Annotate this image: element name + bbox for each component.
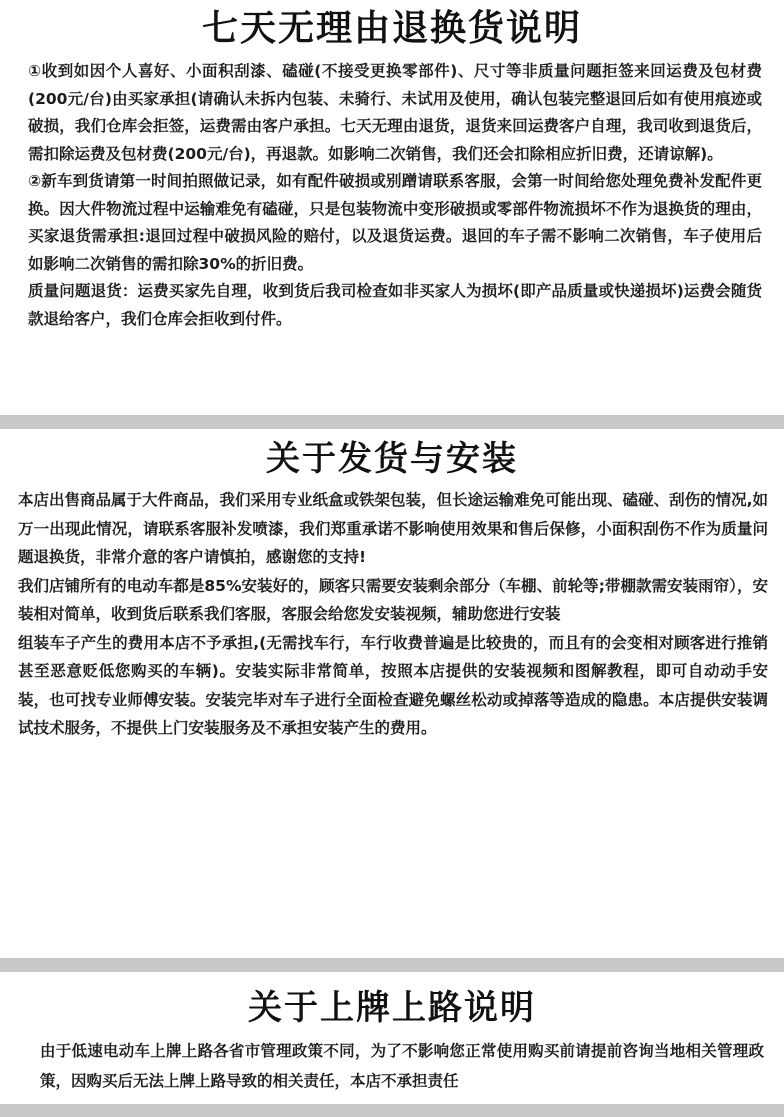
return-policy-body — [0, 54, 784, 333]
shipping-install-paragraph-1: 本店出售商品属于大件商品，我们采用专业纸盒或铁架包装，但长途运输难免可能出现、磕碰、刮伤的情况,如万一出现此情况，请联系客服补发喷漆，我们郑重承诺不影响使用效果和售后保修，小面积刮伤不作为质量问题退换货，非常介意的客户请慎拍，感谢您的支持! — [18, 491, 768, 566]
license-road-section — [0, 982, 784, 1096]
shipping-install-section — [0, 434, 784, 743]
shipping-install-paragraph-2: 我们店铺所有的电动车都是85%安装好的，顾客只需要安装剩余部分（车棚、前轮等;带棚款需安装雨帘），安装相对简单，收到货后联系我们客服，客服会给您发安装视频，辅助您进行安装 — [18, 576, 768, 623]
license-road-paragraph-1: 由于低速电动车上牌上路各省市管理政策不同，为了不影响您正常使用购买前请提前咨询当地相关管理政策，因购买后无法上牌上路导致的相关责任，本店不承担责任 — [40, 1042, 764, 1090]
section-divider — [0, 415, 784, 429]
shipping-install-body — [0, 484, 784, 743]
section-divider — [0, 1104, 784, 1117]
return-policy-paragraph-3: 质量问题退货：运费买家先自理，收到货后我司检查如非买家人为损坏(即产品质量或快递损坏)运费会随货款退给客户，我们仓库会拒收到付件。 — [28, 282, 762, 328]
section-divider — [0, 958, 784, 972]
shipping-install-title: 关于发货与安装 — [266, 439, 518, 479]
shipping-install-paragraph-3: 组装车子产生的费用本店不予承担,(无需找车行，车行收费普遍是比较贵的，而且有的会变相对顾客进行推销甚至恶意贬低您购买的车辆)。安装实际非常简单，按照本店提供的安装视频和图解教程，即可自动动手安装，也可找专业师傅安装。安装完毕对车子进行全面检查避免螺丝松动或掉落等造成的隐患。本店提供安装调试技术服务，不提供上门安装服务及不承担安装产生的费用。 — [18, 633, 768, 737]
license-road-body — [0, 1034, 784, 1096]
license-road-title: 关于上牌上路说明 — [248, 988, 536, 1028]
return-policy-section — [0, 4, 784, 333]
return-policy-paragraph-2: ②新车到货请第一时间拍照做记录，如有配件破损或别蹭请联系客服，会第一时间给您处理免费补发配件更换。因大件物流过程中运输难免有磕碰，只是包装物流中变形破损或零部件物流损坏不作为退换货的理由，买家退货需承担:退回过程中破损风险的赔付，以及退货运费。退回的车子需不影响二次销售，车子使用后如影响二次销售的需扣除30%的折旧费。 — [28, 172, 762, 273]
return-policy-paragraph-1: ①收到如因个人喜好、小面积刮漆、磕碰(不接受更换零部件)、尺寸等非质量问题拒签来回运费及包材费(200元/台)由买家承担(请确认未拆内包装、未骑行、未试用及使用，确认包装完整退回后如有使用痕迹或破损，我们仓库会拒签，运费需由客户承担。七天无理由退货，退货来回运费客户自理，我司收到退货后，需扣除运费及包材费(200元/台)，再退款。如影响二次销售，我们还会扣除相应折旧费，还请谅解)。 — [28, 62, 762, 163]
return-policy-title: 七天无理由退换货说明 — [201, 8, 582, 49]
